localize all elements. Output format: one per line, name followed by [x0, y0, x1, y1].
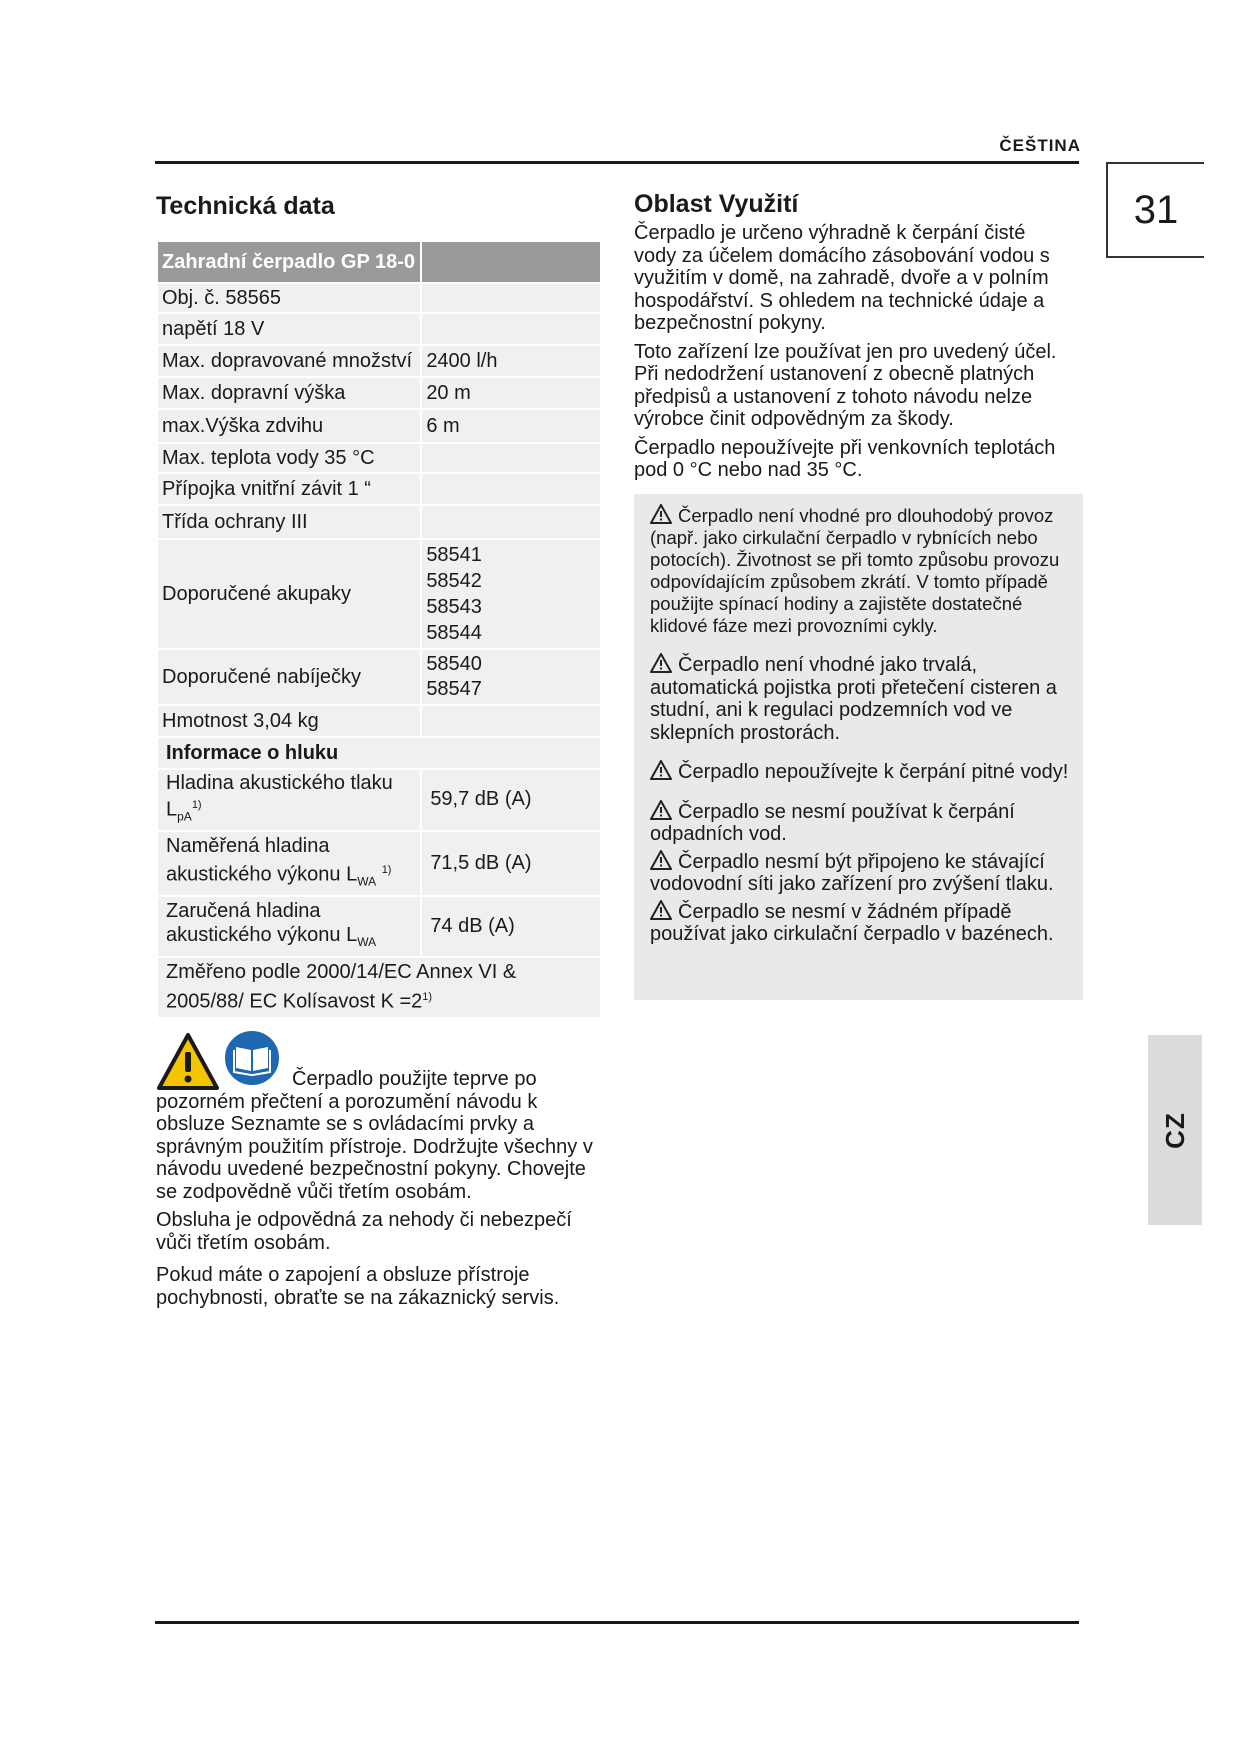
sound-pressure-label [157, 769, 421, 831]
table-row [157, 737, 601, 769]
spec-table [156, 240, 602, 1019]
table-row [157, 831, 601, 897]
usage-text [634, 222, 1070, 488]
table-row [157, 241, 601, 283]
top-rule [155, 161, 1079, 164]
guaranteed-power-label: Zaručená hladina akustického výkonu $L_{WA}$ [157, 896, 421, 957]
chargers-list [421, 649, 601, 705]
safety-paragraph: Obsluha je odpovědná za nehody či nebezpečí vůči třetím osobám. [156, 1209, 572, 1254]
side-language-tab-label: CZ [1159, 1111, 1190, 1149]
max-temp: Max. teplota vody 35 °C [157, 443, 421, 473]
usage-title: Oblast Využití [634, 190, 799, 218]
battery-item: 58544 [426, 622, 482, 644]
warnings-box [634, 494, 1083, 1000]
max-lift-label: max.Výška zdvihu [157, 409, 421, 443]
table-row [157, 473, 601, 505]
usage-paragraph: Čerpadlo je určeno výhradně k čerpání čisté vody za účelem domácího zásobování vodou s využitím v domě, na zahradě, dvoře a v polním hospodářství. S ohledem na technické údaje a bezpečnostní pokyny. [634, 222, 1050, 334]
charger-item: 58547 [426, 678, 482, 700]
warning-item: Čerpadlo nepoužívejte k čerpání pitné vody! [650, 760, 1071, 784]
safety-paragraph: Pokud máte o zapojení a obsluze přístroje pochybnosti, obraťte se na zákaznický servis. [156, 1264, 560, 1309]
table-row [157, 649, 601, 705]
battery-item: 58542 [426, 570, 482, 592]
tech-data-title: Technická data [156, 192, 335, 220]
max-flow-value: 2400 l/h [421, 345, 601, 377]
warning-triangle-icon [650, 850, 672, 870]
language-header: ČEŠTINA [999, 136, 1081, 155]
charger-item: 58540 [426, 653, 482, 675]
measured-power-value: 71,5 dB (A) [421, 831, 601, 897]
max-head-value: 20 m [421, 377, 601, 409]
table-row [157, 769, 601, 831]
max-lift-value: 6 m [421, 409, 601, 443]
page-number [1106, 162, 1204, 258]
warning-triangle-icon [650, 760, 672, 780]
warning-item: Čerpadlo se nesmí v žádném případě používat jako cirkulační čerpadlo v bazénech. [650, 900, 1054, 945]
warning-item: Čerpadlo se nesmí používat k čerpání odpadních vod. [650, 800, 1015, 845]
max-head-label: Max. dopravní výška [157, 377, 421, 409]
order-number: Obj. č. 58565 [157, 283, 421, 313]
connection: Přípojka vnitřní závit 1 “ [157, 473, 421, 505]
voltage: napětí 18 V [157, 313, 421, 345]
table-row [157, 313, 601, 345]
table-row [157, 705, 601, 737]
sound-pressure-symbol: $L_{pA}^{1)}$ [166, 798, 202, 824]
noise-footnote: Změřeno podle 2000/14/EC Annex VI & 2005/88/ EC Kolísavost $K =2^{1)}$ [157, 957, 601, 1018]
table-row [157, 957, 601, 1018]
table-row [157, 377, 601, 409]
table-row [157, 539, 601, 649]
table-row [157, 443, 601, 473]
usage-paragraph: Čerpadlo nepoužívejte při venkovních teplotách pod 0 °C nebo nad 35 °C. [634, 436, 1056, 481]
warning-item: Čerpadlo nesmí být připojeno ke stávající vodovodní síti jako zařízení pro zvýšení tlaku. [650, 850, 1054, 895]
usage-paragraph: Toto zařízení lze používat jen pro uvedený účel. Při nedodržení ustanovení z obecně platných předpisů a ustanovení z tohoto návodu nelze výrobce činit odpovědným za škody. [634, 340, 1057, 430]
product-name: Zahradní čerpadlo GP 18-0 [157, 241, 421, 283]
battery-item: 58543 [426, 596, 482, 618]
batteries-label: Doporučené akupaky [157, 539, 421, 649]
protection-class: Třída ochrany III [157, 505, 421, 539]
weight: Hmotnost 3,04 kg [157, 705, 421, 737]
guaranteed-power-value: 74 dB (A) [421, 896, 601, 957]
sound-pressure-label-text: Hladina akustického tlaku [166, 772, 393, 794]
warning-triangle-icon [650, 504, 672, 524]
safety-paragraph: Čerpadlo použijte teprve po pozorném přečtení a porozumění návodu k obsluze Seznamte se s ovládacími prvky a správným použitím přístroje. Dodržujte všechny v návodu uvedené bezpečnostní pokyny. Chovejte se zodpovědně vůči třetím osobám. [156, 1068, 593, 1203]
bottom-rule [155, 1621, 1079, 1624]
warning-triangle-icon [650, 800, 672, 820]
batteries-list [421, 539, 601, 649]
table-row [157, 505, 601, 539]
safety-text [156, 1028, 601, 1315]
page-number-text: 31 [1133, 187, 1179, 232]
product-name-empty [421, 241, 601, 283]
warning-item: Čerpadlo není vhodné pro dlouhodobý provoz (např. jako cirkulační čerpadlo v rybnících nebo potocích). Životnost se při tomto způsobu provozu odpovídajícím způsobem zkrátí. V tomto případě použijte spínací hodiny a zajistěte dostatečné klidové fáze mezi provozními cykly. [650, 505, 1060, 636]
sound-pressure-value: 59,7 dB (A) [421, 769, 601, 831]
measured-power-label: Naměřená hladina akustického výkonu $L_{WA}$ $^{1)}$ [157, 831, 421, 897]
table-row [157, 896, 601, 957]
noise-title: Informace o hluku [157, 737, 601, 769]
warning-triangle-icon [650, 653, 672, 673]
max-flow-label: Max. dopravované množství [157, 345, 421, 377]
battery-item: 58541 [426, 544, 482, 566]
table-row [157, 345, 601, 377]
chargers-label: Doporučené nabíječky [157, 649, 421, 705]
table-row [157, 409, 601, 443]
side-language-tab [1148, 1035, 1202, 1225]
warning-item: Čerpadlo není vhodné jako trvalá, automatická pojistka proti přetečení cisteren a studní, ani k regulaci podzemních vod ve sklepních prostorách. [650, 654, 1057, 744]
warning-triangle-icon [650, 900, 672, 920]
table-row [157, 283, 601, 313]
